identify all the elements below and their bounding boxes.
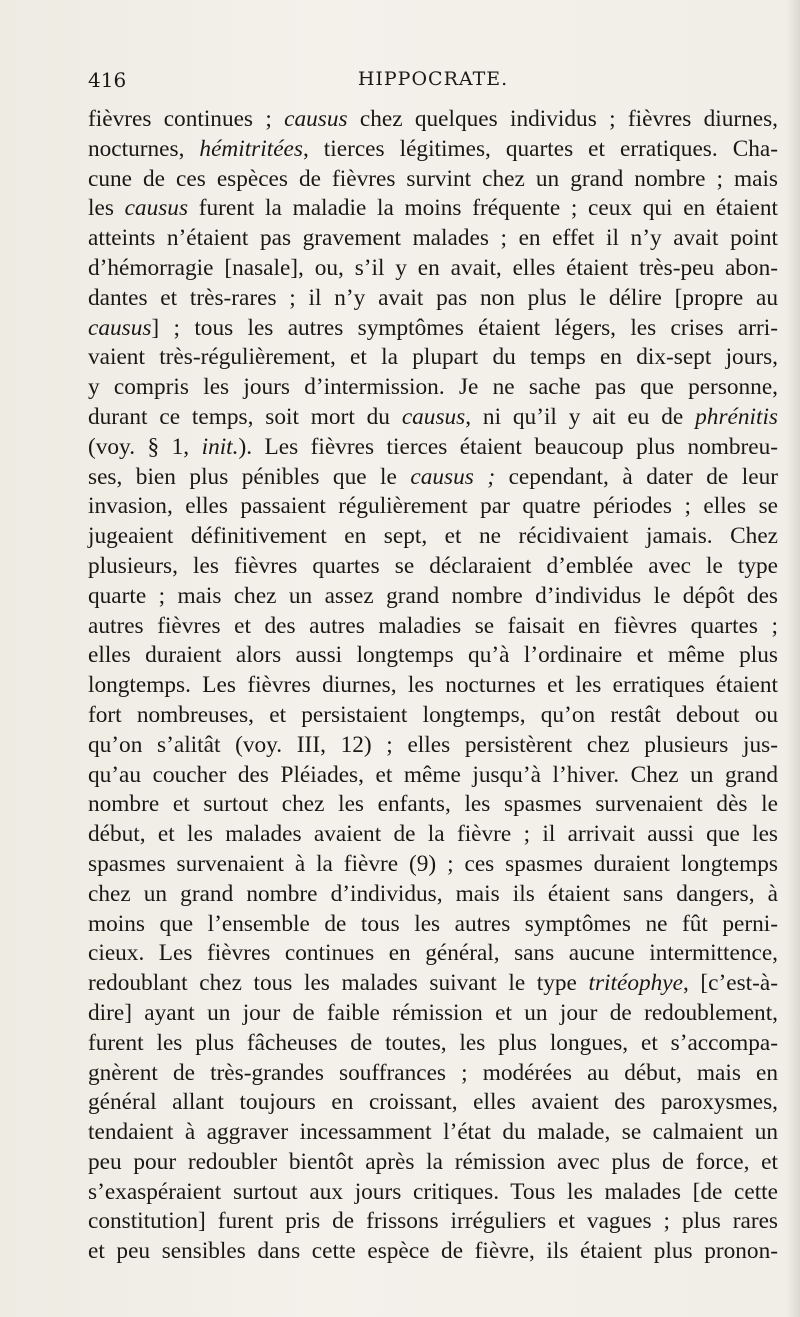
running-title: HIPPOCRATE. bbox=[357, 68, 509, 90]
italic-term: init. bbox=[201, 433, 239, 460]
text-run: dire] ayant un jour de faible rémission et un jour de redoublement, bbox=[88, 999, 778, 1026]
text-line bbox=[88, 1059, 778, 1089]
text-run: constitution] furent pris de frissons irréguliers et vagues ; plus rares bbox=[88, 1208, 778, 1235]
italic-term: causus bbox=[401, 403, 466, 430]
text-run: longtemps. Les fièvres diurnes, les nocturnes et les erratiques étaient bbox=[88, 672, 778, 699]
text-run: dantes et très-rares ; il n’y avait pas non plus le délire [propre au bbox=[88, 284, 778, 311]
text-run: quarte ; mais chez un assez grand nombre d’individus le dépôt des bbox=[88, 582, 778, 609]
text-line bbox=[88, 343, 778, 373]
text-run: ). Les fièvres tierces étaient beaucoup plus nombreu- bbox=[238, 433, 779, 460]
text-line bbox=[88, 1148, 778, 1178]
text-line bbox=[88, 522, 778, 552]
text-line bbox=[88, 373, 778, 403]
text-line bbox=[88, 820, 778, 850]
text-run: moins que l’ensemble de tous les autres symptômes ne fût perni- bbox=[88, 910, 778, 937]
italic-term: causus bbox=[124, 195, 189, 222]
text-line bbox=[88, 552, 778, 582]
italic-term: causus bbox=[284, 106, 348, 132]
body-text bbox=[88, 105, 778, 1267]
page-edge-shadow bbox=[786, 0, 800, 1317]
text-line bbox=[88, 165, 778, 195]
text-run: ses, bien plus pénibles que le bbox=[88, 463, 411, 490]
text-line bbox=[88, 1237, 778, 1267]
text-run: gnèrent de très-grandes souffrances ; modérées au début, mais en bbox=[88, 1059, 778, 1086]
text-line bbox=[88, 641, 778, 671]
text-run: , ni qu’il y ait eu de bbox=[465, 403, 696, 430]
text-run: autres fièvres et des autres maladies se faisait en fièvres quartes ; bbox=[88, 612, 778, 639]
text-run: chez quelques individus ; fièvres diurnes, bbox=[347, 106, 779, 132]
text-run: (voy. § 1, bbox=[88, 433, 202, 460]
text-line bbox=[88, 910, 778, 940]
text-line bbox=[88, 433, 778, 463]
text-line bbox=[88, 880, 778, 910]
italic-term: causus bbox=[88, 314, 152, 341]
page-header bbox=[88, 68, 778, 100]
text-run: nocturnes, bbox=[88, 135, 200, 162]
text-line bbox=[88, 284, 778, 314]
text-line bbox=[88, 1118, 778, 1148]
text-line bbox=[88, 731, 778, 761]
text-run: fièvres continues ; bbox=[88, 106, 285, 132]
text-run: début, et les malades avaient de la fièvre ; il arrivait aussi que les bbox=[88, 821, 778, 848]
text-run: qu’au coucher des Pléiades, et même jusqu’à l’hiver. Chez un grand bbox=[88, 761, 778, 788]
text-run: cependant, à dater de leur bbox=[495, 463, 778, 490]
text-line bbox=[88, 1207, 778, 1237]
text-run: ] ; tous les autres symptômes étaient légers, les crises arri- bbox=[151, 314, 778, 341]
text-run: chez un grand nombre d’individus, mais ils étaient sans dangers, à bbox=[88, 880, 778, 907]
text-run: nombre et surtout chez les enfants, les spasmes survenaient dès le bbox=[88, 791, 778, 818]
text-line bbox=[88, 999, 778, 1029]
text-line bbox=[88, 403, 778, 433]
text-line bbox=[88, 194, 778, 224]
text-run: tendaient à aggraver incessamment l’état du malade, se calmaient un bbox=[88, 1119, 778, 1146]
italic-term: hémitritées bbox=[199, 135, 303, 162]
text-run: qu’on s’alitât (voy. III, 12) ; elles persistèrent chez plusieurs jus- bbox=[88, 731, 778, 758]
text-run: furent la maladie la moins fréquente ; ceux qui en étaient bbox=[188, 195, 778, 222]
text-line bbox=[88, 701, 778, 731]
text-line bbox=[88, 790, 778, 820]
text-line bbox=[88, 582, 778, 612]
italic-term: causus ; bbox=[410, 463, 496, 490]
text-line bbox=[88, 1088, 778, 1118]
text-run: durant ce temps, soit mort du bbox=[88, 403, 402, 430]
text-run: cieux. Les fièvres continues en général, sans aucune intermittence, bbox=[88, 940, 778, 967]
text-line bbox=[88, 492, 778, 522]
text-run: d’hémorragie [nasale], ou, s’il y en avait, elles étaient très-peu abon- bbox=[88, 254, 778, 281]
page-number: 416 bbox=[88, 68, 127, 92]
italic-term: tritéophye bbox=[588, 970, 683, 997]
text-line bbox=[88, 254, 778, 284]
text-run: peu pour redoubler bientôt après la rémission avec plus de force, et bbox=[88, 1148, 778, 1175]
text-line bbox=[88, 1029, 778, 1059]
text-run: furent les plus fâcheuses de toutes, les plus longues, et s’accompa- bbox=[88, 1029, 778, 1056]
text-line bbox=[88, 850, 778, 880]
text-run: et peu sensibles dans cette espèce de fièvre, ils étaient plus pronon- bbox=[88, 1238, 778, 1265]
text-line bbox=[88, 314, 778, 344]
text-line bbox=[88, 135, 778, 165]
text-run: spasmes survenaient à la fièvre (9) ; ces spasmes duraient longtemps bbox=[88, 850, 778, 877]
text-run: vaient très-régulièrement, et la plupart du temps en dix-sept jours, bbox=[88, 344, 778, 371]
text-run: invasion, elles passaient régulièrement par quatre périodes ; elles se bbox=[88, 493, 778, 520]
text-run: elles duraient alors aussi longtemps qu’à l’ordinaire et même plus bbox=[88, 642, 778, 669]
text-line bbox=[88, 761, 778, 791]
text-line bbox=[88, 939, 778, 969]
text-run: redoublant chez tous les malades suivant le type bbox=[88, 970, 589, 997]
text-run: y compris les jours d’intermission. Je ne sache pas que personne, bbox=[88, 374, 778, 401]
text-line bbox=[88, 969, 778, 999]
text-line bbox=[88, 224, 778, 254]
text-line bbox=[88, 105, 778, 135]
text-line bbox=[88, 671, 778, 701]
text-run: jugeaient définitivement en sept, et ne récidivaient jamais. Chez bbox=[88, 523, 778, 550]
text-run: atteints n’étaient pas gravement malades ; en effet il n’y avait point bbox=[88, 225, 778, 252]
text-run: , [c’est-à- bbox=[682, 970, 778, 997]
text-run: général allant toujours en croissant, elles avaient des paroxysmes, bbox=[88, 1089, 778, 1116]
text-line bbox=[88, 612, 778, 642]
text-run: , tierces légitimes, quartes et erratiques. Cha- bbox=[302, 135, 778, 162]
text-run: les bbox=[88, 195, 125, 222]
text-line bbox=[88, 1178, 778, 1208]
text-run: fort nombreuses, et persistaient longtemps, qu’on restât debout ou bbox=[88, 701, 778, 728]
text-run: s’exaspéraient surtout aux jours critiques. Tous les malades [de cette bbox=[88, 1178, 778, 1205]
text-run: plusieurs, les fièvres quartes se déclaraient d’emblée avec le type bbox=[88, 552, 778, 579]
text-line bbox=[88, 463, 778, 493]
italic-term: phrénitis bbox=[695, 403, 778, 430]
text-run: cune de ces espèces de fièvres survint chez un grand nombre ; mais bbox=[88, 165, 778, 192]
